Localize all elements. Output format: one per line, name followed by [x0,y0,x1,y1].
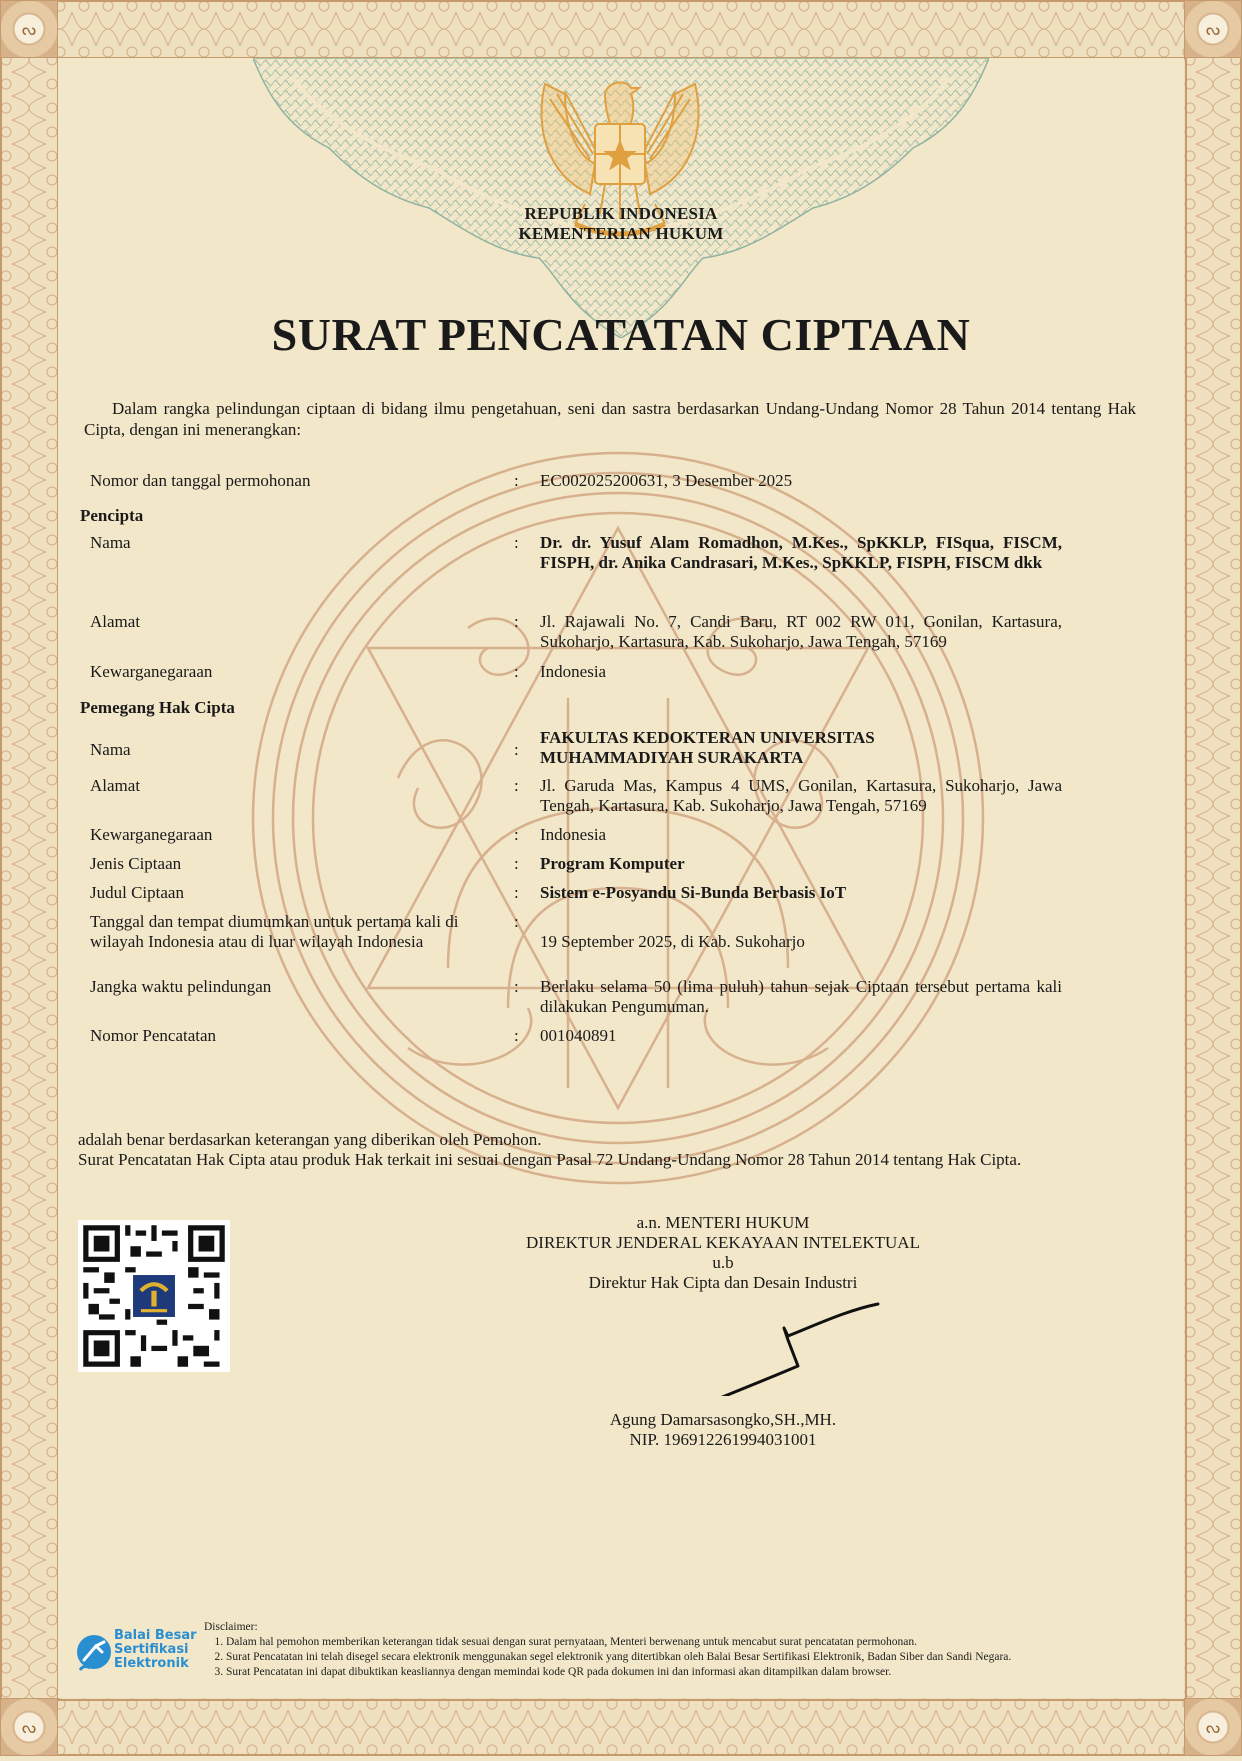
corner-ornament-bottom-right [1184,1698,1242,1756]
bsre-line-3: Elektronik [114,1656,189,1671]
creator-section-heading: Pencipta [80,506,144,525]
disclaimer-item: 3. Surat Pencatatan ini dapat dibuktikan keasliannya dengan memindai kode QR pada dokumen ini dan informasi akan ditampilkan dalam browser. [226,1665,1164,1680]
certificate-body [58,58,1184,1698]
disclaimer-title: Disclaimer: [204,1621,258,1633]
closing-line-2: Surat Pencatatan Hak Cipta atau produk Hak terkait ini sesuai dengan Pasal 72 Undang-Undang Nomor 28 Tahun 2014 tentang Hak Cipta. [78,1150,1022,1169]
work-type-label: Jenis Ciptaan [90,854,182,873]
corner-ornament-top-left [0,0,58,58]
work-type-value: Program Komputer [540,854,685,873]
closing-statement [78,1130,1138,1170]
disclaimer-list [204,1635,1164,1680]
ornament-icon: ᔓ [1205,19,1221,39]
signature-director-general: DIREKTUR JENDERAL KEKAYAAN INTELEKTUAL [526,1233,920,1252]
creator-name-value: Dr. dr. Yusuf Alam Romadhon, M.Kes., SpKKLP, FISqua, FISCM, FISPH, dr. Anika Candrasari, M.Kes., SpKKLP, FISPH, FISCM dkk [540,533,1062,572]
creator-name-label: Nama [90,533,131,552]
holder-name-label: Nama [90,740,131,759]
colon: : [514,883,519,902]
record-number-value: 001040891 [540,1026,617,1045]
ornament-icon: ᔓ [21,1717,37,1737]
signer-nip: NIP. 196912261994031001 [629,1430,817,1449]
ministry-label: KEMENTERIAN HUKUM [518,224,724,243]
signer-name: Agung Damarsasongko,SH.,MH. [609,1410,837,1429]
application-value: EC002025200631, 3 Desember 2025 [540,471,793,490]
corner-ornament-bottom-left [0,1698,58,1756]
announce-label: Tanggal dan tempat diumumkan untuk pertama kali di wilayah Indonesia atau di luar wilayah Indonesia [90,912,459,951]
disclaimer-item: 2. Surat Pencatatan ini telah disegel secara elektronik menggunakan segel elektronik yang ditertibkan oleh Balai Besar Sertifikasi Elektronik, Badan Siber dan Sandi Negara. [226,1650,1164,1665]
holder-address-value: Jl. Garuda Mas, Kampus 4 UMS, Gonilan, Kartasura, Sukoharjo, Jawa Tengah, Kartasura, Kab. Sukoharjo, Jawa Tengah, 57169 [540,776,1062,815]
colon: : [514,740,519,759]
verification-qr-code[interactable] [78,1220,230,1372]
closing-line-1: adalah benar berdasarkan keterangan yang diberikan oleh Pemohon. [78,1130,542,1149]
holder-name-value: FAKULTAS KEDOKTERAN UNIVERSITAS MUHAMMADIYAH SURAKARTA [540,728,875,767]
qr-code-icon [78,1220,230,1372]
colon: : [514,612,519,631]
disclaimer [204,1620,1164,1680]
colon: : [514,912,519,931]
corner-ornament-top-right [1184,0,1242,58]
application-label: Nomor dan tanggal permohonan [90,471,311,490]
colon: : [514,1026,519,1045]
creator-address-value: Jl. Rajawali No. 7, Candi Baru, RT 002 RW 011, Gonilan, Kartasura, Sukoharjo, Kartasura, Kab. Sukoharjo, Jawa Tengah, 57169 [540,612,1062,651]
announce-value: 19 September 2025, di Kab. Sukoharjo [540,932,805,951]
colon: : [514,977,519,996]
handwritten-signature-icon [718,1296,898,1396]
protection-value: Berlaku selama 50 (lima puluh) tahun sejak Ciptaan tersebut pertama kali dilakukan Pengumuman. [540,977,1062,1016]
colon: : [514,662,519,681]
colon: : [514,776,519,795]
signature-director: Direktur Hak Cipta dan Desain Industri [588,1273,858,1292]
work-title-value: Sistem e-Posyandu Si-Bunda Berbasis IoT [540,883,847,902]
disclaimer-item: 1. Dalam hal pemohon memberikan keterangan tidak sesuai dengan surat pernyataan, Menteri berwenang untuk mencabut surat pencatatan permohonan. [226,1635,1164,1650]
intro-paragraph: Dalam rangka pelindungan ciptaan di bidang ilmu pengetahuan, seni dan sastra berdasarkan Undang-Undang Nomor 28 Tahun 2014 tentang Hak Cipta, dengan ini menerangkan: [84,399,1136,439]
holder-address-label: Alamat [90,776,141,795]
holder-section-heading: Pemegang Hak Cipta [80,698,235,717]
bsre-line-2: Sertifikasi [114,1642,189,1657]
work-title-label: Judul Ciptaan [90,883,184,902]
ornament-icon: ᔓ [1205,1717,1221,1737]
ornament-icon: ᔓ [21,19,37,39]
bsre-line-1: Balai Besar [114,1628,197,1643]
colon: : [514,471,519,490]
signature-ub: u.b [712,1253,734,1272]
country-label: REPUBLIK INDONESIA [524,204,718,223]
colon: : [514,854,519,873]
holder-citizenship-value: Indonesia [540,825,607,844]
signature-on-behalf: a.n. MENTERI HUKUM [636,1213,810,1232]
record-number-label: Nomor Pencatatan [90,1026,217,1045]
bsre-label [114,1629,197,1671]
document-title: SURAT PENCATATAN CIPTAAN [271,309,971,360]
creator-citizenship-value: Indonesia [540,662,607,681]
holder-citizenship-label: Kewarganegaraan [90,825,213,844]
creator-citizenship-label: Kewarganegaraan [90,662,213,681]
creator-address-label: Alamat [90,612,141,631]
colon: : [514,825,519,844]
colon: : [514,533,519,552]
protection-label: Jangka waktu pelindungan [90,977,272,996]
